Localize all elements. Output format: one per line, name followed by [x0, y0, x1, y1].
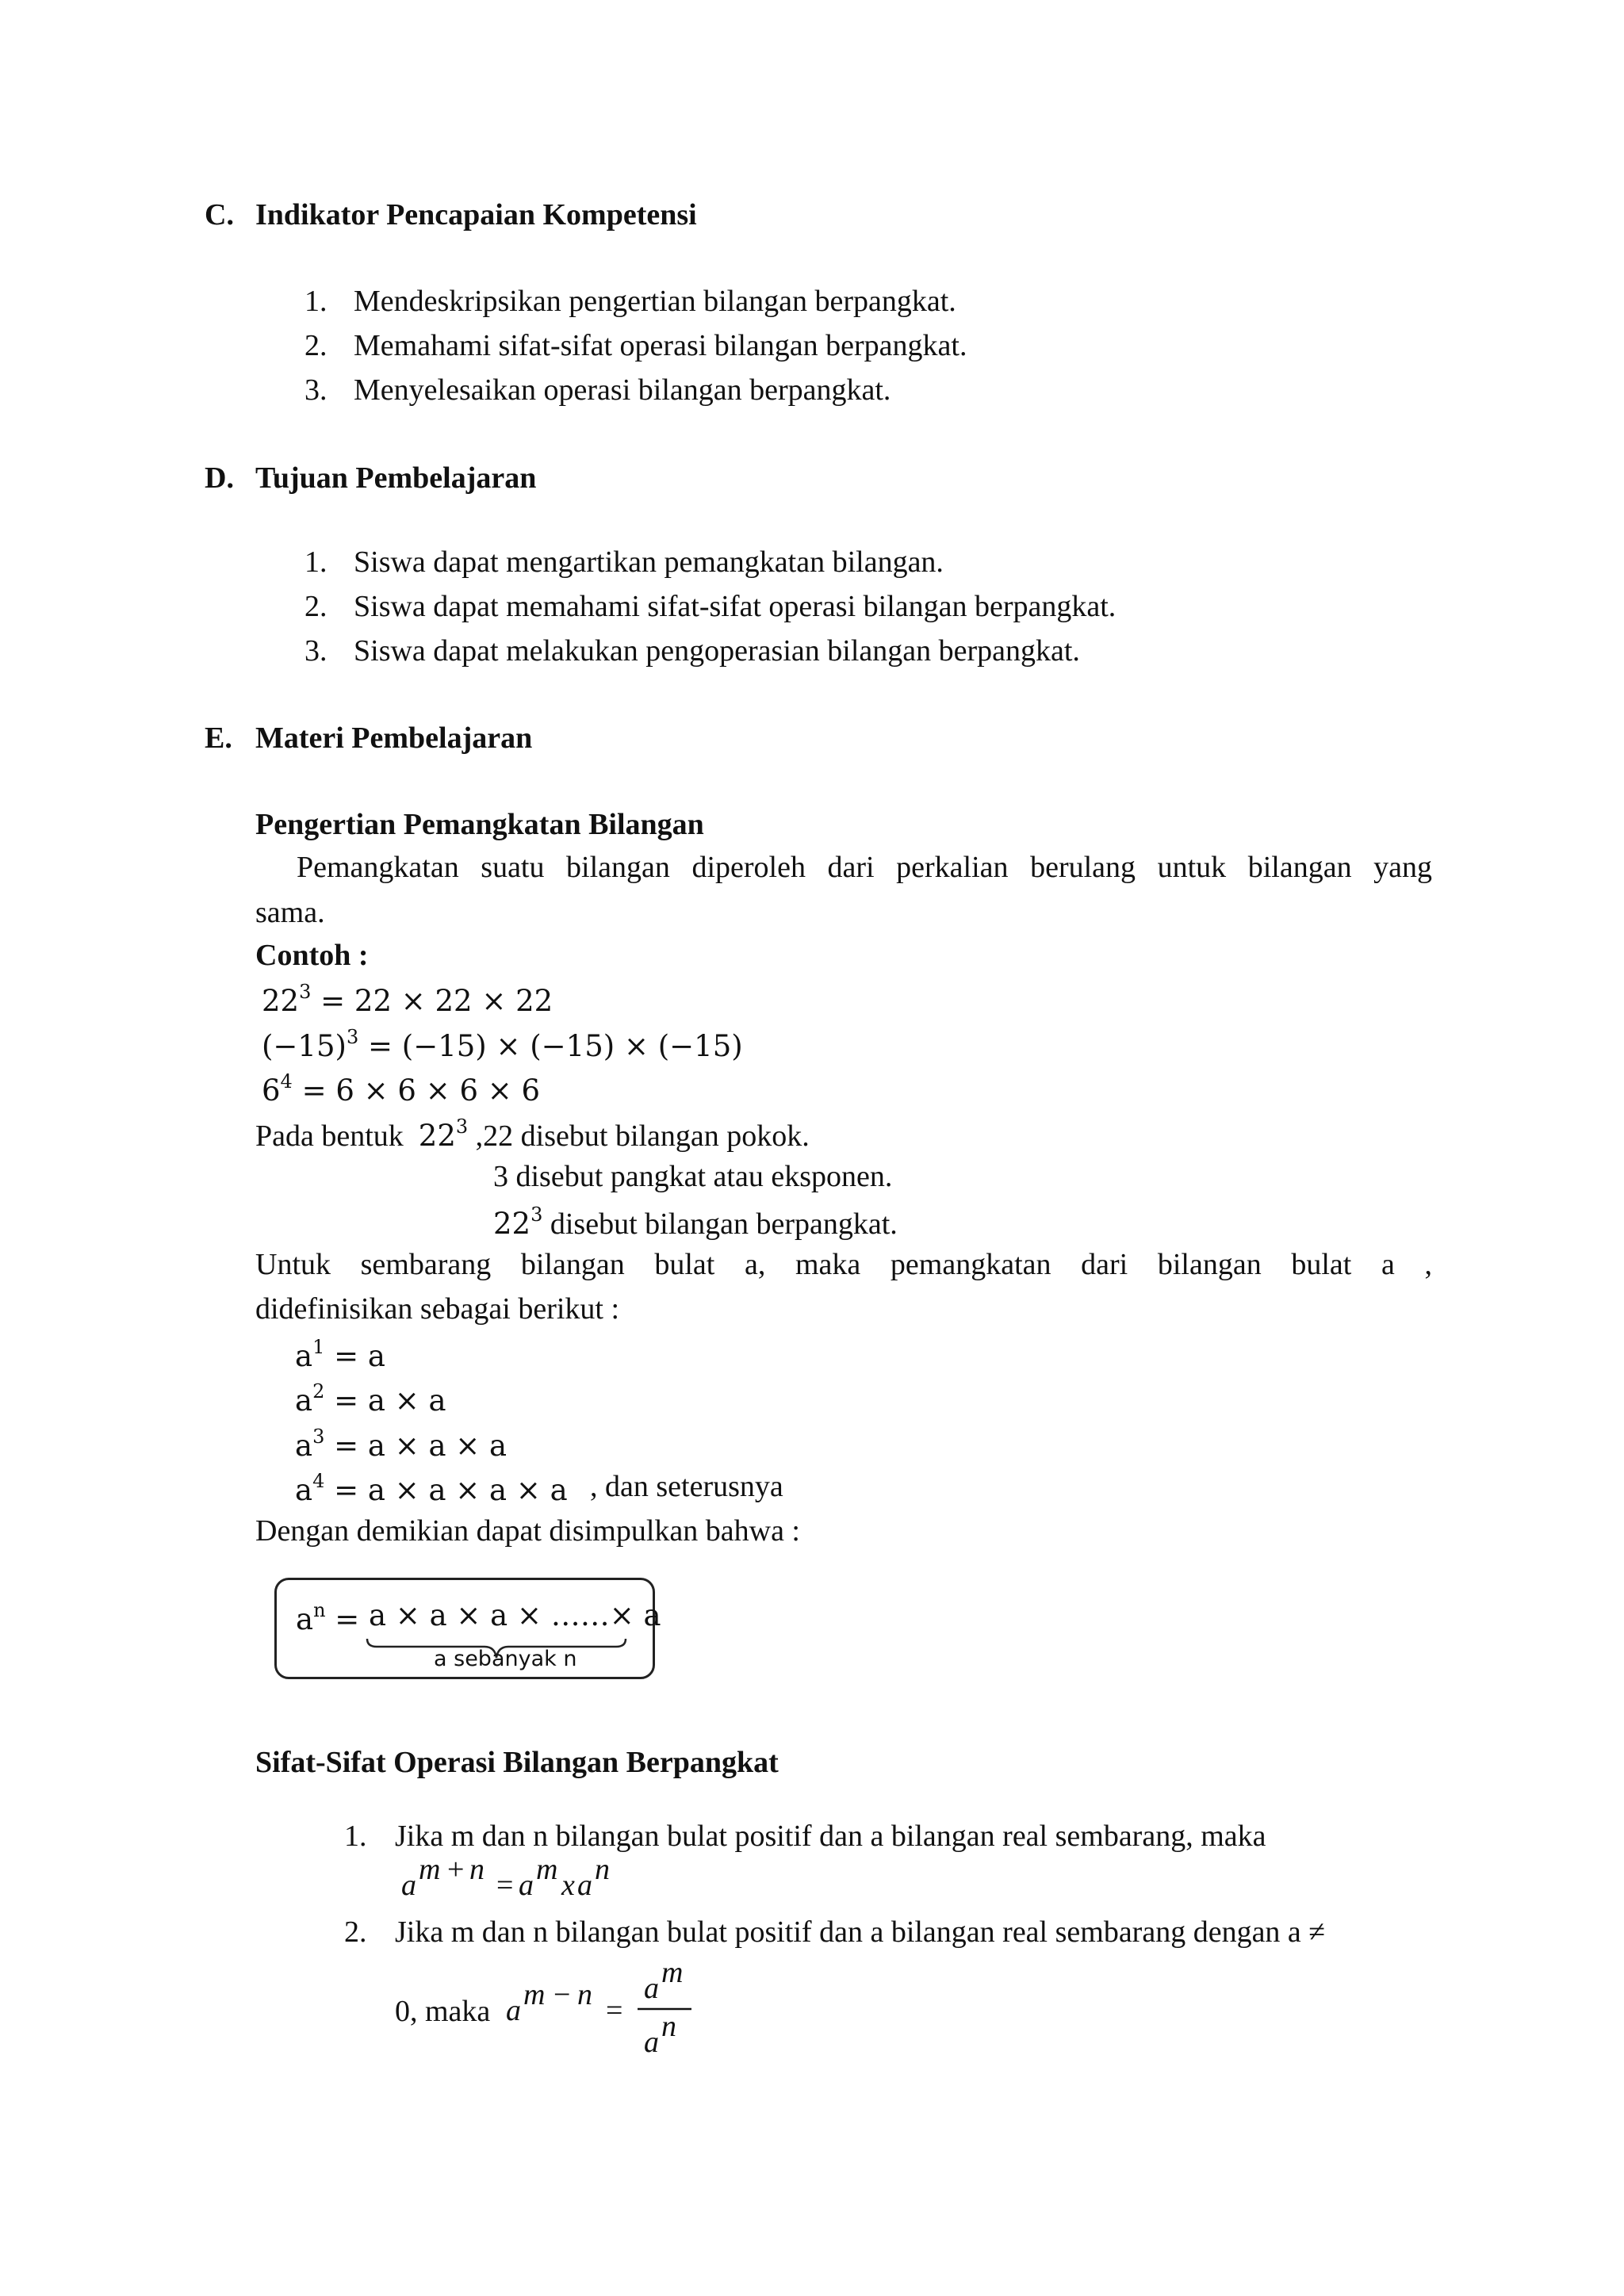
section-c-title: Indikator Pencapaian Kompetensi: [255, 198, 697, 232]
list-number: 2.: [304, 329, 327, 362]
section-e-label: E.: [205, 721, 232, 755]
list-number: 2.: [344, 1915, 367, 1949]
explanation-line: 3 disebut pangkat atau eksponen.: [493, 1160, 893, 1193]
svg-text:−: −: [553, 1978, 571, 2011]
section-c-label: C.: [205, 198, 234, 232]
box-formula-lhs: $a^n$ =: [296, 1599, 360, 1636]
list-number: 3.: [304, 373, 327, 407]
paragraph-line: Pemangkatan suatu bilangan diperoleh dari perkalian berulang untuk bilangan yang: [297, 851, 1432, 884]
property-1-formula: [395, 1850, 665, 1906]
list-item: Menyelesaikan operasi bilangan berpangkat.: [354, 373, 891, 407]
svg-text:n: n: [595, 1853, 610, 1886]
list-number: 1.: [344, 1820, 367, 1853]
svg-text:n: n: [661, 2010, 676, 2043]
svg-text:n: n: [577, 1978, 592, 2011]
example-formula: $6^4 = 6 \times 6 \times 6 \times 6$: [262, 1070, 541, 1108]
svg-text:a: a: [644, 1972, 659, 2005]
list-number: 2.: [304, 590, 327, 623]
list-item: Siswa dapat mengartikan pemangkatan bilangan.: [354, 545, 944, 579]
list-number: 1.: [304, 545, 327, 579]
list-item: Siswa dapat melakukan pengoperasian bilangan berpangkat.: [354, 634, 1080, 668]
subsection-title: Sifat-Sifat Operasi Bilangan Berpangkat: [255, 1746, 779, 1779]
definition-formula: $a^4 = a \times a \times a \times a$: [295, 1470, 568, 1507]
svg-text:m: m: [523, 1978, 546, 2011]
svg-text:a: a: [401, 1869, 416, 1902]
svg-text:x: x: [561, 1869, 575, 1902]
subsection-title: Pengertian Pemangkatan Bilangan: [255, 808, 704, 841]
example-formula: $(-15)^3 = (-15) \times (-15) \times (-15)$: [262, 1026, 743, 1063]
list-item: Siswa dapat memahami sifat-sifat operasi bilangan berpangkat.: [354, 590, 1116, 623]
box-formula-rhs: a × a × a × ……× a: [369, 1598, 661, 1632]
svg-text:a: a: [644, 2026, 659, 2059]
paragraph-line: Untuk sembarang bilangan bulat a, maka pemangkatan dari bilangan bulat a ,: [255, 1248, 1432, 1281]
formula-box: [274, 1578, 661, 1679]
list-number: 1.: [304, 285, 327, 318]
list-item: Memahami sifat-sifat operasi bilangan berpangkat.: [354, 329, 967, 362]
example-label: Contoh :: [255, 939, 369, 972]
list-item: Jika m dan n bilangan bulat positif dan a bilangan real sembarang, maka: [395, 1820, 1266, 1853]
section-e-title: Materi Pembelajaran: [255, 721, 533, 755]
svg-text:a: a: [519, 1869, 534, 1902]
svg-text:m: m: [661, 1956, 684, 1989]
svg-text:=: =: [496, 1869, 514, 1902]
box-note: a sebanyak n: [434, 1647, 577, 1671]
explanation-line: Pada bentuk $22^3$ ,22 disebut bilangan pokok.: [255, 1115, 810, 1153]
svg-text:a: a: [577, 1869, 592, 1902]
svg-text:+: +: [447, 1853, 465, 1886]
property-2-formula: [504, 1949, 710, 2060]
paragraph-line: sama.: [255, 896, 325, 929]
svg-text:m: m: [536, 1853, 558, 1886]
example-formula: $22^3 = 22 \times 22 \times 22$: [262, 981, 553, 1018]
explanation-line: $22^3$ disebut bilangan berpangkat.: [493, 1203, 898, 1241]
definition-formula: $a^3 = a \times a \times a$: [295, 1425, 508, 1463]
prop-2-prefix: 0, maka: [395, 1995, 491, 2028]
definition-formula: $a^2 = a \times a$: [295, 1380, 446, 1418]
list-item: Mendeskripsikan pengertian bilangan berpangkat.: [354, 285, 956, 318]
paragraph-line: didefinisikan sebagai berikut :: [255, 1292, 620, 1326]
svg-text:=: =: [606, 1994, 623, 2027]
definition-formula: $a^1 = a$: [295, 1336, 385, 1373]
list-item: Jika m dan n bilangan bulat positif dan a bilangan real sembarang dengan a ≠: [395, 1915, 1326, 1949]
definition-suffix: , dan seterusnya: [590, 1470, 783, 1503]
conclusion-line: Dengan demikian dapat disimpulkan bahwa :: [255, 1514, 800, 1548]
section-d-label: D.: [205, 461, 234, 495]
list-number: 3.: [304, 634, 327, 668]
svg-text:a: a: [506, 1994, 521, 2027]
svg-text:n: n: [469, 1853, 485, 1886]
section-d-title: Tujuan Pembelajaran: [255, 461, 537, 495]
svg-text:m: m: [419, 1853, 441, 1886]
